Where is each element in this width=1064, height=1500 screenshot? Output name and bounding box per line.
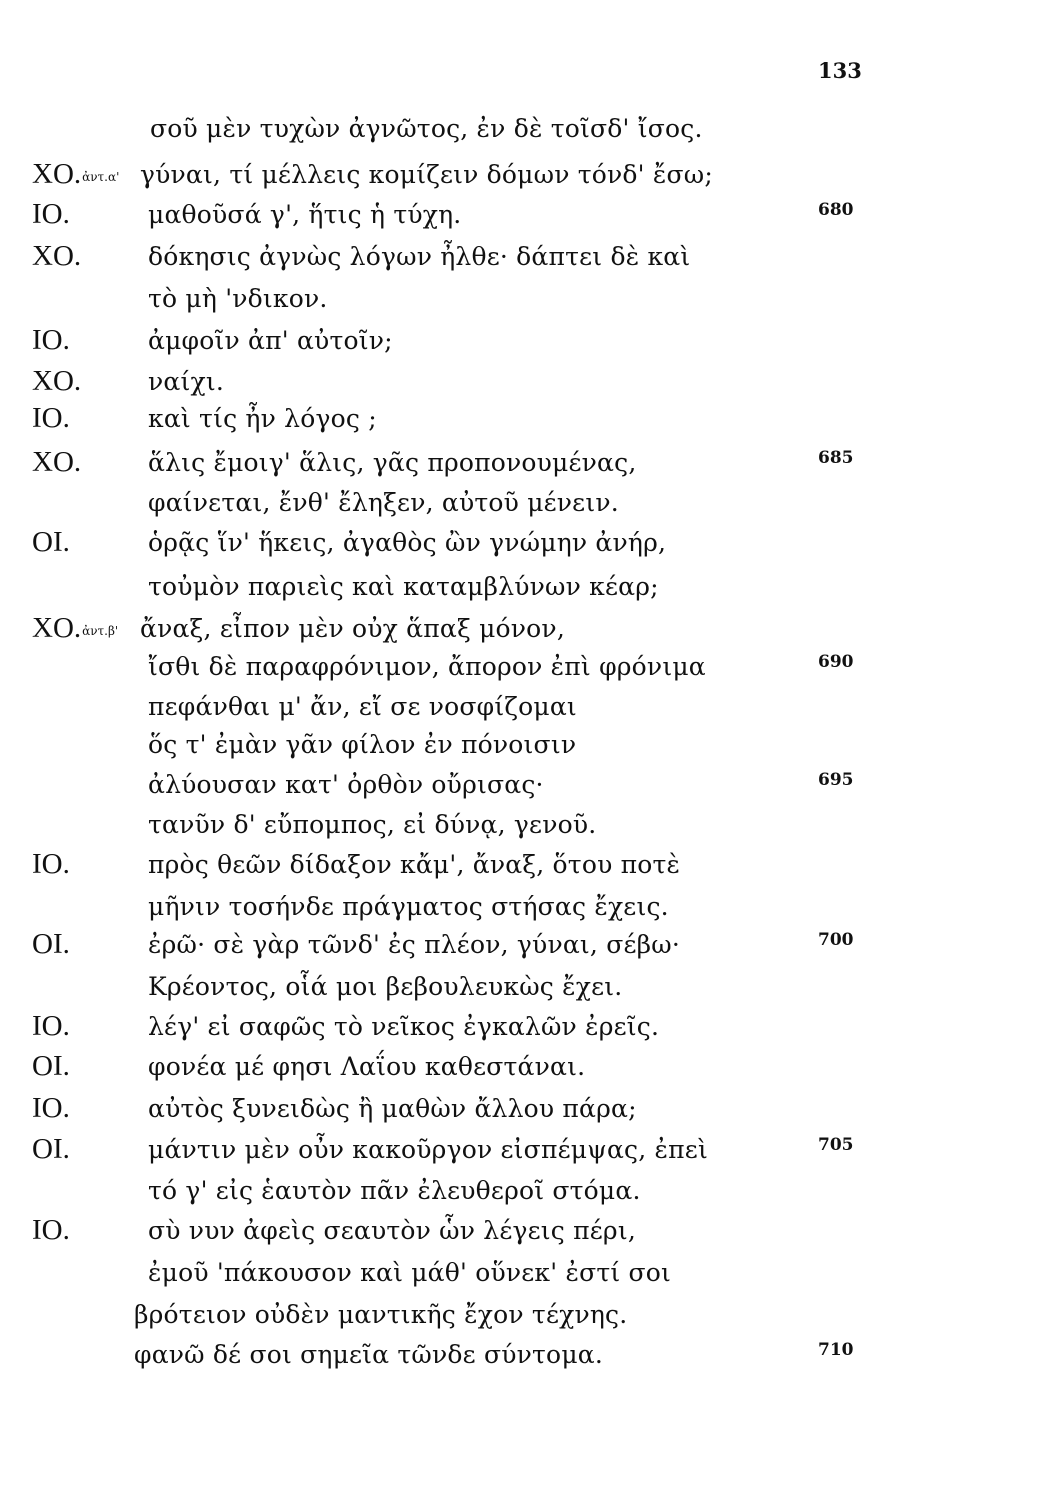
line-number: 685 [818, 448, 854, 468]
verse-text: τὸ μὴ 'νδικον. [148, 284, 328, 313]
verse-line [0, 612, 1064, 652]
verse-text: αὐτὸς ξυνειδὼς ἢ μαθὼν ἄλλου πάρα; [148, 1094, 637, 1123]
verse-text: μάντιν μὲν οὖν κακοῦργον εἰσπέμψας, ἐπεὶ [148, 1135, 708, 1164]
verse-line [0, 1133, 1064, 1173]
verse-text: ὅς τ' ἐμὰν γᾶν φίλον ἐν πόνοισιν [148, 730, 577, 759]
speaker-label [32, 928, 70, 961]
speaker-name: ΙΟ. [32, 1214, 70, 1246]
verse-text: λέγ' εἰ σαφῶς τὸ νεῖκος ἐγκαλῶν ἐρεῖς. [148, 1012, 660, 1041]
speaker-label [32, 446, 81, 479]
speaker-name: ΙΟ. [32, 848, 70, 880]
speaker-name: ΧΟ. [32, 446, 82, 478]
verse-line [0, 728, 1064, 768]
verse-text: πρὸς θεῶν δίδαξον κἄμ', ἄναξ, ὅτου ποτὲ [148, 850, 681, 879]
speaker-name: ΧΟ. [32, 612, 82, 644]
speaker-label [32, 402, 70, 435]
verse-text: βρότειον οὐδὲν μαντικῆς ἔχον τέχνης. [134, 1300, 628, 1329]
verse-text: ἀλύουσαν κατ' ὀρθὸν οὔρισας· [148, 770, 544, 799]
speaker-label [32, 1092, 70, 1125]
verse-text: μῆνιν τοσήνδε πράγματος στήσας ἔχεις. [148, 892, 669, 921]
speaker-label [32, 1133, 70, 1166]
verse-line [0, 198, 1064, 238]
speaker-name: ΙΟ. [32, 324, 70, 356]
verse-text: καὶ τίς ἦν λόγος ; [148, 404, 377, 433]
line-number: 695 [818, 770, 854, 790]
verse-line [0, 808, 1064, 848]
speaker-label [32, 1050, 70, 1083]
verse-line [0, 890, 1064, 930]
speaker-label [32, 365, 81, 398]
verse-line [0, 240, 1064, 280]
verse-text: ναίχι. [148, 367, 224, 396]
speaker-label [32, 1214, 70, 1247]
verse-line [0, 324, 1064, 364]
strophe-marker: ἀντ.β' [82, 624, 119, 638]
verse-text: σὺ νυν ἀφεὶς σεαυτὸν ὧν λέγεις πέρι, [148, 1216, 636, 1245]
verse-text: μαθοῦσά γ', ἥτις ἡ τύχη. [148, 200, 462, 229]
verse-line [0, 768, 1064, 808]
speaker-label [32, 526, 70, 559]
verse-text: πεφάνθαι μ' ἄν, εἴ σε νοσφίζομαι [148, 692, 577, 721]
speaker-label [32, 848, 70, 881]
verse-line [0, 158, 1064, 198]
line-number: 710 [818, 1340, 854, 1360]
verse-line [0, 1214, 1064, 1254]
verse-line [0, 1256, 1064, 1296]
verse-text: ἐμοῦ 'πάκουσον καὶ μάθ' οὕνεκ' ἐστί σοι [148, 1258, 672, 1287]
verse-text: δόκησις ἀγνὼς λόγων ἦλθε· δάπτει δὲ καὶ [148, 242, 691, 271]
speaker-label [32, 198, 70, 231]
verse-line [0, 650, 1064, 690]
verse-text: τοὐμὸν παριεὶς καὶ καταμβλύνων κέαρ; [148, 572, 659, 601]
line-number: 680 [818, 200, 854, 220]
verse-line [0, 570, 1064, 610]
speaker-name: ΧΟ. [32, 158, 82, 190]
line-number: 690 [818, 652, 854, 672]
verse-line [0, 690, 1064, 730]
verse-text: ἐρῶ· σὲ γὰρ τῶνδ' ἐς πλέον, γύναι, σέβω· [148, 930, 681, 959]
verse-line [0, 112, 1064, 152]
verse-line [0, 1050, 1064, 1090]
verse-text: γύναι, τί μέλλεις κομίζειν δόμων τόνδ' ἔσω; [140, 160, 713, 189]
verse-text: ἀμφοῖν ἀπ' αὐτοῖν; [148, 326, 393, 355]
verse-text: φαίνεται, ἔνθ' ἔληξεν, αὐτοῦ μένειν. [148, 488, 619, 517]
verse-text: τό γ' εἰς ἑαυτὸν πᾶν ἐλευθεροῖ στόμα. [148, 1176, 641, 1205]
verse-line [0, 402, 1064, 442]
strophe-marker: ἀντ.α' [82, 170, 120, 184]
verse-line [0, 526, 1064, 566]
verse-line [0, 970, 1064, 1010]
speaker-name: ΧΟ. [32, 240, 82, 272]
verse-text: ἴσθι δὲ παραφρόνιμον, ἄπορον ἐπὶ φρόνιμα [148, 652, 706, 681]
verse-line [0, 1298, 1064, 1338]
speaker-name: ΟΙ. [32, 1050, 70, 1082]
verse-line [0, 1174, 1064, 1214]
page-number: 133 [818, 58, 862, 83]
line-number: 700 [818, 930, 854, 950]
verse-line [0, 1010, 1064, 1050]
verse-text: Κρέοντος, οἷά μοι βεβουλευκὼς ἔχει. [148, 972, 623, 1001]
speaker-label [32, 158, 119, 191]
speaker-label [32, 240, 81, 273]
verse-text: τανῦν δ' εὔπομπος, εἰ δύνᾳ, γενοῦ. [148, 810, 597, 839]
verse-line [0, 928, 1064, 968]
verse-line [0, 446, 1064, 486]
speaker-name: ΟΙ. [32, 1133, 70, 1165]
verse-line [0, 486, 1064, 526]
verse-text: ὁρᾷς ἵν' ἥκεις, ἀγαθὸς ὢν γνώμην ἀνήρ, [148, 528, 667, 557]
verse-text: φανῶ δέ σοι σημεῖα τῶνδε σύντομα. [134, 1340, 603, 1369]
speaker-name: ΙΟ. [32, 1010, 70, 1042]
verse-text: φονέα μέ φησι Λαΐου καθεστάναι. [148, 1052, 586, 1081]
speaker-name: ΟΙ. [32, 928, 70, 960]
speaker-name: ΙΟ. [32, 402, 70, 434]
speaker-label [32, 612, 118, 645]
speaker-name: ΟΙ. [32, 526, 70, 558]
speaker-name: ΧΟ. [32, 365, 82, 397]
verse-text: σοῦ μὲν τυχὼν ἀγνῶτος, ἐν δὲ τοῖσδ' ἴσος. [150, 114, 703, 143]
verse-line [0, 1092, 1064, 1132]
speaker-label [32, 324, 70, 357]
verse-line [0, 848, 1064, 888]
verse-line [0, 1338, 1064, 1378]
line-number: 705 [818, 1135, 854, 1155]
speaker-label [32, 1010, 70, 1043]
verse-line [0, 365, 1064, 405]
verse-text: ἄναξ, εἶπον μὲν οὐχ ἅπαξ μόνον, [140, 614, 565, 643]
speaker-name: ΙΟ. [32, 198, 70, 230]
verse-text: ἅλις ἔμοιγ' ἅλις, γᾶς προπονουμένας, [148, 448, 637, 477]
verse-line [0, 282, 1064, 322]
speaker-name: ΙΟ. [32, 1092, 70, 1124]
